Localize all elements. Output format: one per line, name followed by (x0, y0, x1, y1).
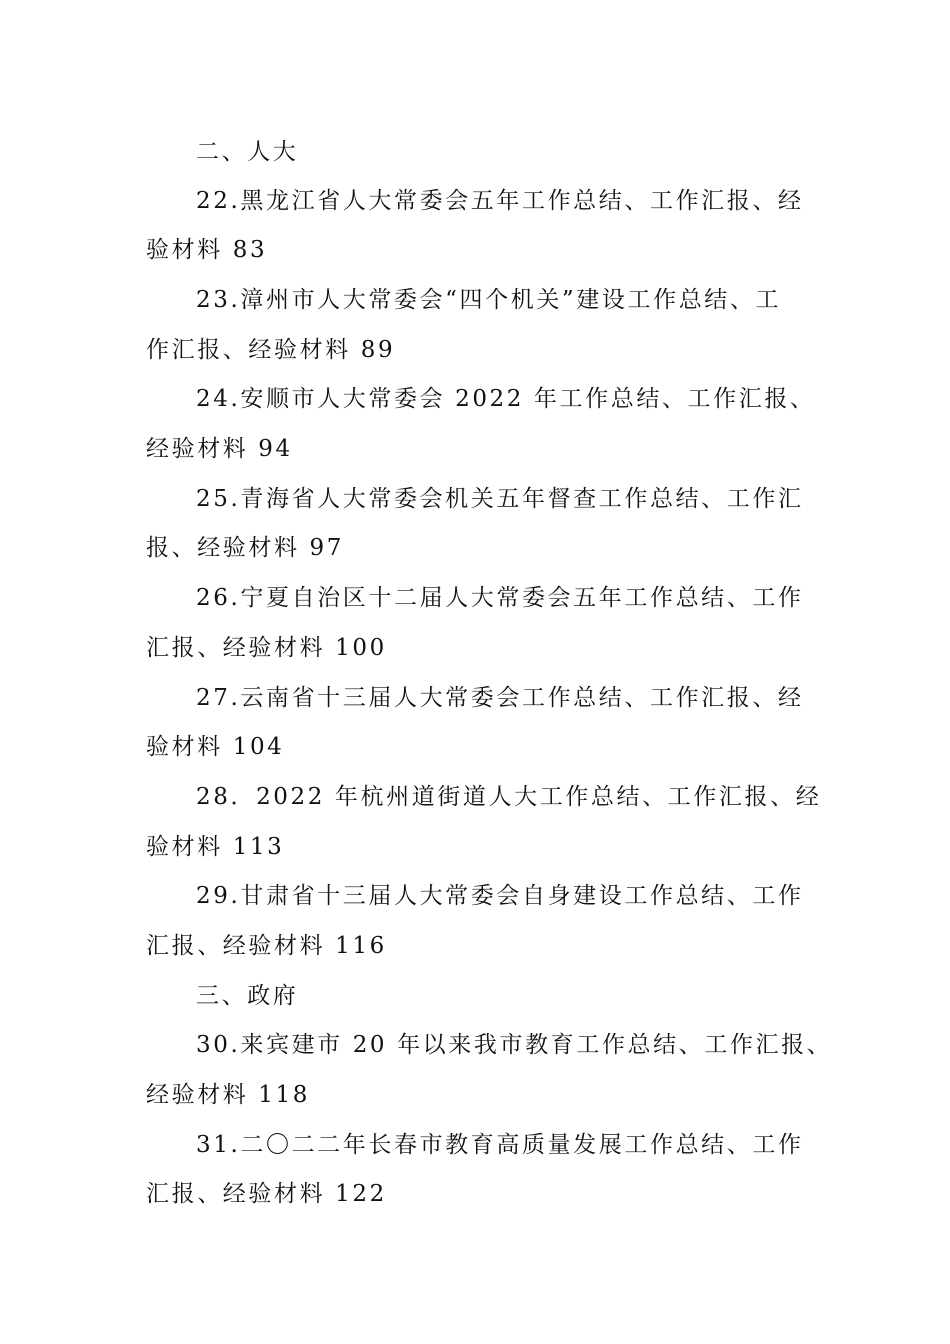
toc-entry-line1: 27.云南省十三届人大常委会工作总结、工作汇报、经 (196, 685, 804, 711)
toc-entry-line1: 29.甘肃省十三届人大常委会自身建设工作总结、工作 (196, 883, 804, 909)
toc-entry-line1: 23.漳州市人大常委会“四个机关”建设工作总结、工 (196, 287, 782, 313)
toc-entry-line2: 验材料 104 (146, 734, 285, 760)
toc-entry-line1: 31.二〇二二年长春市教育高质量发展工作总结、工作 (196, 1132, 804, 1158)
toc-entry-line1: 24.安顺市人大常委会 2022 年工作总结、工作汇报、 (196, 386, 816, 412)
section-heading: 二、人大 (196, 139, 299, 165)
toc-entry-line1: 25.青海省人大常委会机关五年督查工作总结、工作汇 (196, 486, 804, 512)
toc-entry-line1: 30.来宾建市 20 年以来我市教育工作总结、工作汇报、 (196, 1032, 833, 1058)
toc-entry-line2: 经验材料 94 (146, 436, 293, 462)
toc-entry-line2: 作汇报、经验材料 89 (146, 337, 396, 363)
toc-entry-line1: 22.黑龙江省人大常委会五年工作总结、工作汇报、经 (196, 188, 804, 214)
toc-entry-line2: 经验材料 118 (146, 1082, 311, 1108)
toc-entry-line2: 验材料 83 (146, 237, 268, 263)
toc-entry-line2: 汇报、经验材料 100 (146, 635, 387, 661)
toc-entry-line2: 报、经验材料 97 (146, 535, 344, 561)
toc-entry-line2: 汇报、经验材料 116 (146, 933, 387, 959)
toc-entry-line2: 汇报、经验材料 122 (146, 1181, 387, 1207)
toc-entry-line2: 验材料 113 (146, 834, 285, 860)
toc-entry-line1: 28．2022 年杭州道街道人大工作总结、工作汇报、经 (196, 784, 822, 810)
toc-entry-line1: 26.宁夏自治区十二届人大常委会五年工作总结、工作 (196, 585, 804, 611)
section-heading: 三、政府 (196, 983, 299, 1009)
